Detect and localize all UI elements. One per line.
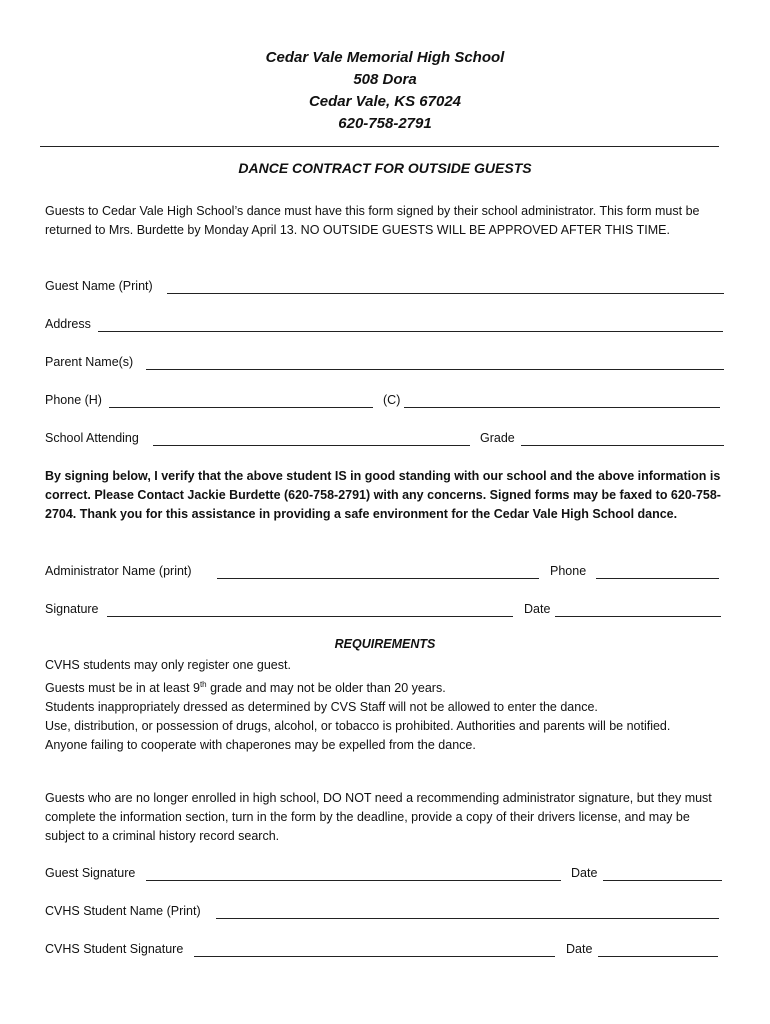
parent-names-field[interactable] (146, 355, 724, 370)
student-date-label: Date (566, 942, 593, 956)
guest-name-label: Guest Name (Print) (45, 279, 153, 293)
guest-date-field[interactable] (603, 866, 722, 881)
guest-signature-label: Guest Signature (45, 866, 136, 880)
school-grade-row (45, 431, 724, 451)
guest-date-label: Date (571, 866, 598, 880)
student-name-row (45, 904, 724, 924)
school-attending-label: School Attending (45, 431, 139, 445)
student-signature-label: CVHS Student Signature (45, 942, 184, 956)
phone-cell-field[interactable] (404, 393, 720, 408)
requirements-list (45, 656, 723, 755)
admin-signature-field[interactable] (107, 602, 513, 617)
guest-signature-field[interactable] (146, 866, 561, 881)
guest-name-row (45, 279, 724, 299)
address-row (45, 317, 724, 337)
requirement-item: Use, distribution, or possession of drugs, alcohol, or tobacco is prohibited. Authorities and parents will be notified. (45, 719, 671, 734)
parent-names-row (45, 355, 724, 375)
parent-names-label: Parent Name(s) (45, 355, 134, 369)
address-field[interactable] (98, 317, 723, 332)
admin-name-field[interactable] (217, 564, 539, 579)
school-street: 508 Dora (353, 71, 417, 88)
requirement-item: CVHS students may only register one guest. (45, 658, 291, 672)
student-signature-row (45, 942, 724, 962)
guest-signature-row (45, 866, 724, 886)
address-label: Address (45, 317, 91, 331)
admin-date-label: Date (524, 602, 551, 616)
phone-home-field[interactable] (109, 393, 373, 408)
intro-paragraph: Guests to Cedar Vale High School’s dance must have this form signed by their school administrator. This form must be returned to Mrs. Burdette by Monday April 13. NO OUTSIDE GUESTS WILL BE APPROVED AFTER THIS TIME. (45, 204, 700, 237)
form-title: DANCE CONTRACT FOR OUTSIDE GUESTS (238, 160, 532, 176)
student-signature-field[interactable] (194, 942, 555, 957)
admin-date-field[interactable] (555, 602, 721, 617)
student-name-label: CVHS Student Name (Print) (45, 904, 201, 918)
requirements-heading: REQUIREMENTS (334, 637, 436, 651)
school-city: Cedar Vale, KS 67024 (308, 93, 462, 110)
admin-phone-label: Phone (550, 564, 587, 578)
verification-paragraph: By signing below, I verify that the above student IS in good standing with our school and the above information is correct. Please Contact Jackie Burdette (620-758-2791) with any concerns. Signed forms may be faxed to 620-758-2704. Thank you for this assistance in providing a safe environment for the Cedar Vale High School dance. (45, 469, 721, 521)
grade-field[interactable] (521, 431, 724, 446)
phone-row (45, 393, 724, 413)
school-name: Cedar Vale Memorial High School (265, 49, 505, 66)
student-name-field[interactable] (216, 904, 719, 919)
guest-name-field[interactable] (167, 279, 724, 294)
admin-name-row (45, 564, 724, 584)
admin-name-label: Administrator Name (print) (45, 564, 192, 578)
school-phone: 620-758-2791 (338, 115, 432, 132)
admin-phone-field[interactable] (596, 564, 719, 579)
header-divider (40, 146, 719, 147)
admin-signature-label: Signature (45, 602, 99, 616)
requirement-item: Anyone failing to cooperate with chaperones may be expelled from the dance. (45, 738, 476, 753)
grade-label: Grade (480, 431, 515, 445)
phone-home-label: Phone (H) (45, 393, 102, 407)
phone-cell-label: (C) (383, 393, 401, 407)
student-date-field[interactable] (598, 942, 718, 957)
requirement-item: Students inappropriately dressed as determined by CVS Staff will not be allowed to enter the dance. (45, 700, 598, 715)
admin-signature-row (45, 602, 724, 622)
graduates-note: Guests who are no longer enrolled in high school, DO NOT need a recommending administrator signature, but they must complete the information section, turn in the form by the deadline, provide a copy of their drivers license, and may be subject to a criminal history record search. (45, 791, 712, 843)
requirement-item: Guests must be in at least 9th grade and may not be older than 20 years. (45, 680, 446, 696)
school-attending-field[interactable] (153, 431, 470, 446)
